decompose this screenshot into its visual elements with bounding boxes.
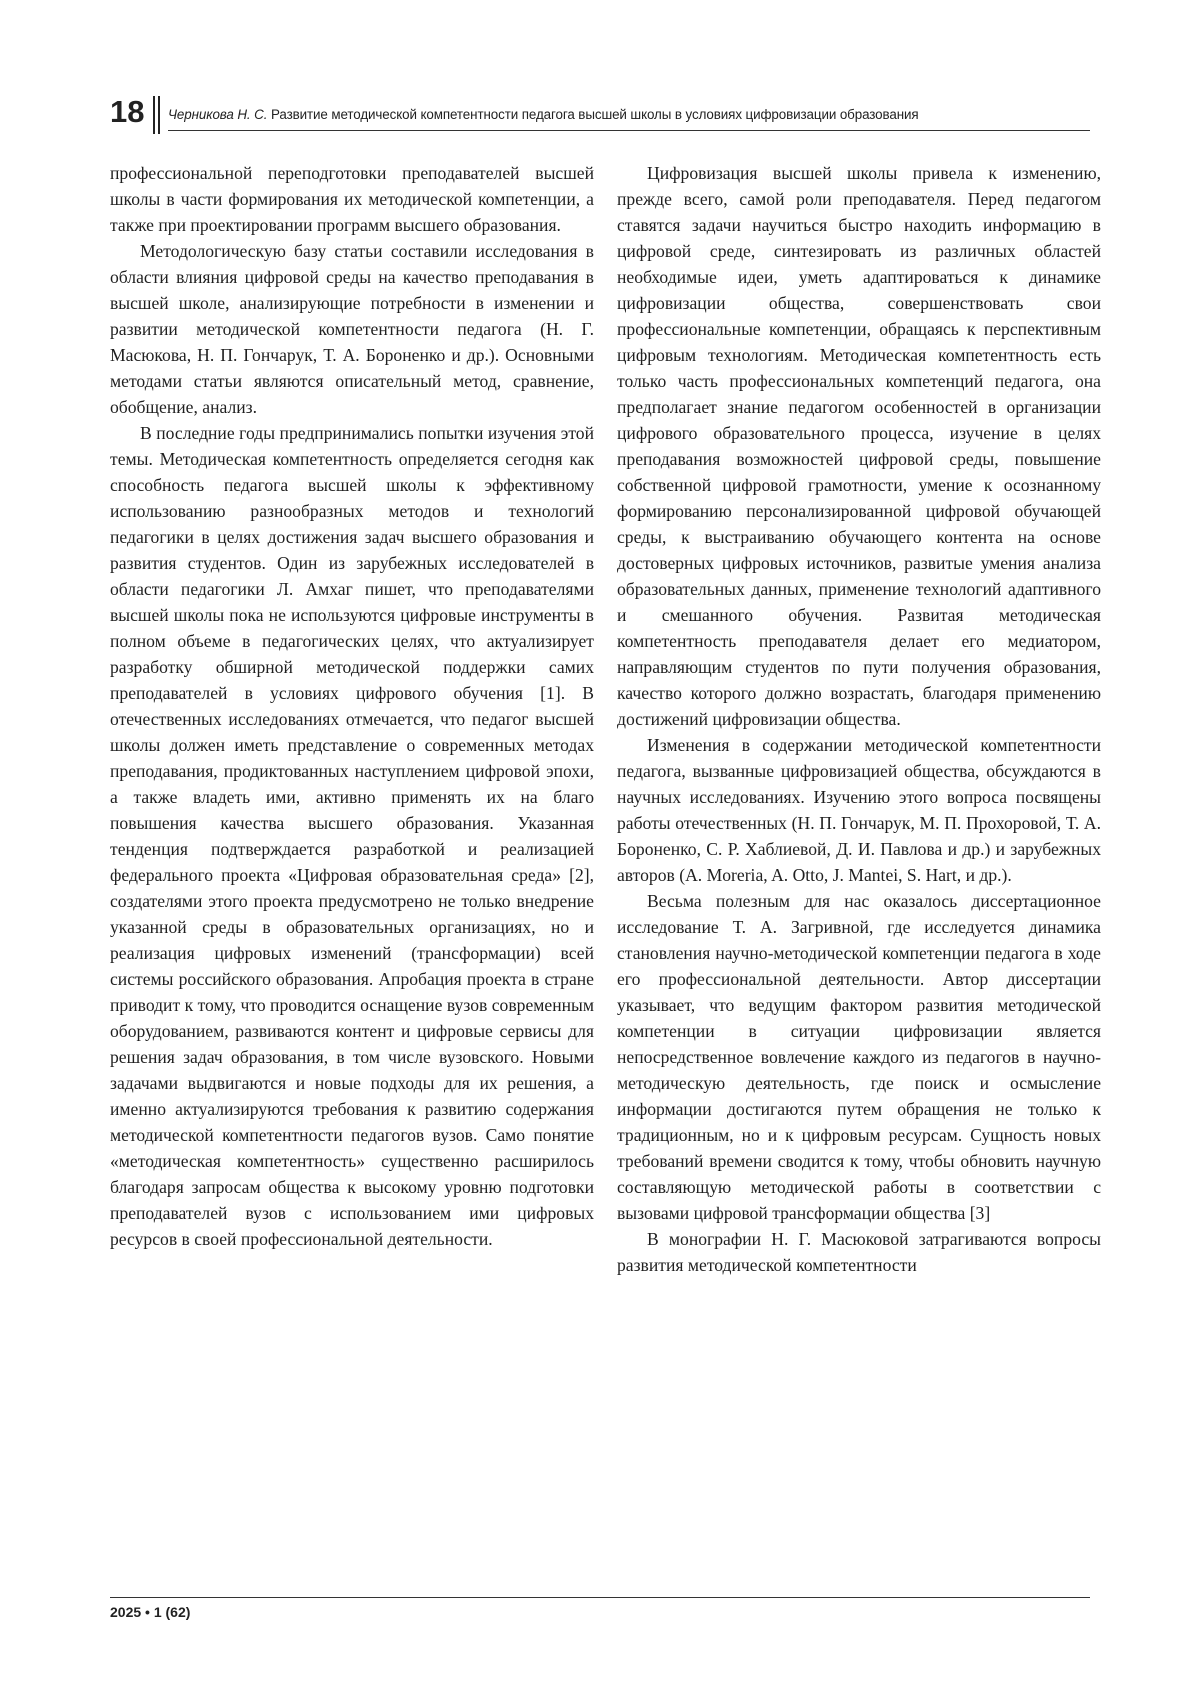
paragraph: профессиональной переподготовки преподавателей высшей школы в части формирования их методической компетенции, а также при проектировании программ высшего образования. [110, 163, 594, 235]
paragraph: Весьма полезным для нас оказалось диссертационное исследование Т. А. Загривной, где исследуется динамика становления научно-методической компетенции педагога в ходе его профессиональной деятельности. Автор диссертации указывает, что ведущим фактором развития методической компетенции в ситуации цифровизации является непосредственное вовлечение каждого из педагогов в научно-методическую деятельность, где поиск и осмысление информации достигаются путем обращения не только к традиционным, но и к цифровым ресурсам. Сущность новых требований времени сводится к тому, чтобы обновить научную составляющую методической работы в соответствии с вызовами цифровой трансформации общества [3] [617, 891, 1101, 1223]
right-column [617, 160, 1101, 1278]
left-column [110, 160, 594, 1252]
footer-rule [110, 1597, 1090, 1598]
paragraph: В монографии Н. Г. Масюковой затрагиваются вопросы развития методической компетентности [617, 1229, 1101, 1275]
paragraph: Изменения в содержании методической компетентности педагога, вызванные цифровизацией общества, обсуждаются в научных исследованиях. Изучению этого вопроса посвящены работы отечественных (Н. П. Гончарук, М. П. Прохоровой, Т. А. Бороненко, С. Р. Хаблиевой, Д. И. Павлова и др.) и зарубежных авторов (A. Moreria, A. Otto, J. Mantei, S. Hart, и др.). [617, 735, 1101, 885]
running-title-text: Развитие методической компетентности педагога высшей школы в условиях цифровизации образования [267, 107, 919, 122]
paragraph: Методологическую базу статьи составили исследования в области влияния цифровой среды на качество преподавания в высшей школе, анализирующие потребности в изменении и развитии методической компетентности педагога (Н. Г. Масюкова, Н. П. Гончарук, Т. А. Бороненко и др.). Основными методами статьи являются описательный метод, сравнение, обобщение, анализ. [110, 241, 594, 417]
paragraph: В последние годы предпринимались попытки изучения этой темы. Методическая компетентность определяется сегодня как способность педагога высшей школы к эффективному использованию разнообразных методов и технологий педагогики в целях достижения задач высшего образования и развития студентов. Один из зарубежных исследователей в области педагогики Л. Амхаг пишет, что преподавателями высшей школы пока не используются цифровые инструменты в полном объеме в педагогических целях, что актуализирует разработку обширной методической поддержки самих преподавателей в условиях цифрового обучения [1]. В отечественных исследованиях отмечается, что педагог высшей школы должен иметь представление о современных методах преподавания, продиктованных наступлением цифровой эпохи, а также владеть ими, активно применять их на благо повышения качества высшего образования. Указанная тенденция подтверждается разработкой и реализацией федерального проекта «Цифровая образовательная среда» [2], создателями этого проекта предусмотрено не только внедрение указанной среды в образовательных организациях, но и реализация цифровых изменений (трансформации) всей системы российского образования. Апробация проекта в стране приводит к тому, что проводится оснащение вузов современным оборудованием, развиваются контент и цифровые сервисы для решения задач образования, в том числе вузовского. Новыми задачами выдвигаются и новые подходы для их решения, а именно актуализируются требования к развитию содержания методической компетентности педагогов вузов. Само понятие «методическая компетентность» существенно расширилось благодаря запросам общества к высокому уровню подготовки преподавателей вузов с использованием ими цифровых ресурсов в своей профессиональной деятельности. [110, 423, 594, 1249]
header-divider-bar [158, 96, 160, 134]
page-number: 18 [110, 94, 145, 129]
running-header [110, 96, 1090, 136]
issue-number: 2025 • 1 (62) [110, 1604, 191, 1620]
running-title-author: Черникова Н. С. [168, 107, 268, 122]
running-title [168, 107, 1090, 122]
header-divider-bar [153, 96, 155, 134]
header-rule [168, 130, 1090, 131]
paragraph: Цифровизация высшей школы привела к изменению, прежде всего, самой роли преподавателя. Перед педагогом ставятся задачи научиться быстро находить информацию в цифровой среде, синтезировать из различных областей необходимые идеи, уметь адаптироваться к динамике цифровизации общества, совершенствовать свои профессиональные компетенции, обращаясь к перспективным цифровым технологиям. Методическая компетентность есть только часть профессиональных компетенций педагога, она предполагает знание педагогом особенностей в организации цифрового образовательного процесса, изучение в целях преподавания возможностей цифровой среды, повышение собственной цифровой грамотности, умение к осознанному формированию персонализированной цифровой обучающей среды, к выстраиванию обучающего контента на основе достоверных цифровых источников, развитые умения анализа образовательных данных, применение технологий адаптивного и смешанного обучения. Развитая методическая компетентность преподавателя делает его медиатором, направляющим студентов по пути получения образования, качество которого должно возрастать, благодаря применению достижений цифровизации общества. [617, 163, 1101, 729]
